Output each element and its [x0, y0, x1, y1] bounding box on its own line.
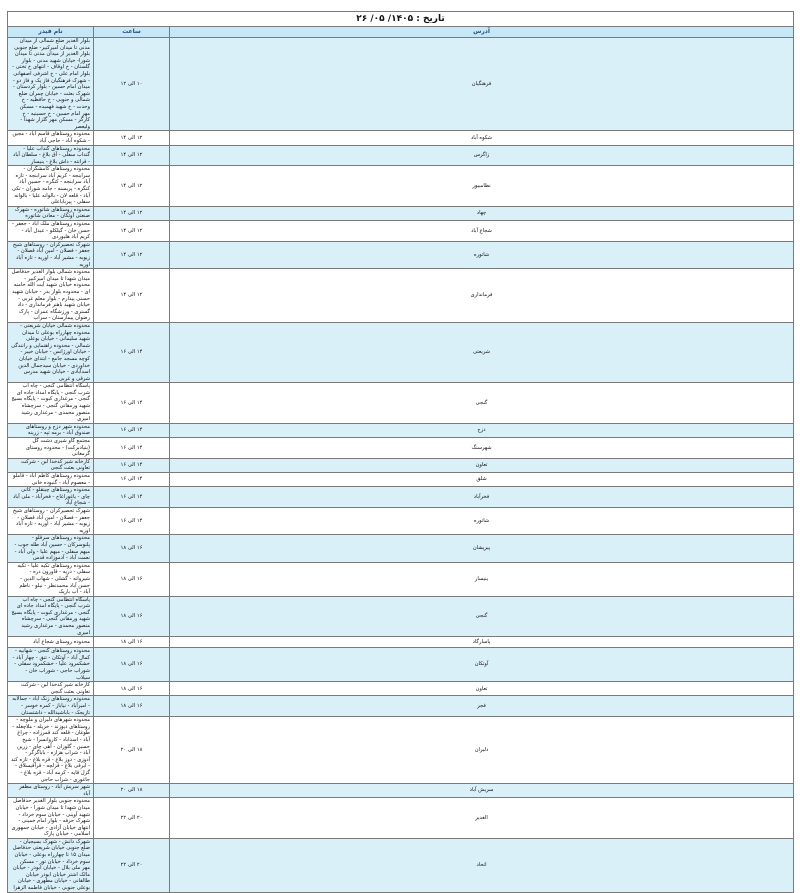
time-cell: ۱۴ الی ۱۶ — [94, 322, 170, 382]
feeder-name-cell: اتحاد — [170, 838, 794, 892]
address-cell: کارخانه شیر کدخدا لبن - شرکت تعاونی بعثت گنجی — [8, 682, 94, 696]
address-cell: محدوده روستاهای زنگ آباد - جمالابه - امیرآباد - نیاباز - کمره خوسر - تازیجک - باباشیدالله - داشتستان — [8, 696, 94, 717]
time-cell: ۱۴ الی ۱۶ — [94, 487, 170, 508]
feeder-name-cell: شجاع آباد — [170, 221, 794, 242]
table-row — [8, 682, 794, 696]
feeder-name-cell: شریعتی — [170, 322, 794, 382]
column-header-address: آدرس — [170, 27, 794, 38]
time-cell: ۱۶ الی ۱۸ — [94, 596, 170, 637]
table-row — [8, 166, 794, 207]
time-cell: ۱۲ الی ۱۴ — [94, 131, 170, 145]
time-cell: ۱۴ الی ۱۶ — [94, 473, 170, 487]
time-cell: ۱۶ الی ۱۸ — [94, 648, 170, 682]
feeder-name-cell: فرهنگیان — [170, 38, 794, 131]
table-row — [8, 717, 794, 784]
address-cell: محدوده روستای شجاع آباد — [8, 637, 94, 648]
column-header-feeder-name: نام فیدر — [8, 27, 94, 38]
address-cell: محدوده شهرهای دلیران و ملوچه - روستاهای دیوزند - خریله - ملاچغله - طوغان - قلعه کند قمرزاده - چراغ آباد - اسداباد - کاروانسرا - شیخ حسین - گلوزان - آهی چای - زرین آباد - شراب هزاره - باباگرگر - آدوزی - دوز بلاغ - قره بلاغ - تازه کند - ایرقی بلاغ - قزلچه - قراقیسلاق - گزل قایه - کرمه آباد - قره بلاغ - جاغوری - شراب حاجی — [8, 717, 94, 784]
feeder-name-cell: فجر — [170, 696, 794, 717]
time-cell: ۱۸ الی ۲۰ — [94, 784, 170, 798]
feeder-name-cell: دلیران — [170, 717, 794, 784]
feeder-name-cell: پاسارگاد — [170, 637, 794, 648]
time-cell: ۱۲ الی ۱۴ — [94, 206, 170, 220]
feeder-name-cell: نظامبیور — [170, 166, 794, 207]
time-cell: ۲۰ الی ۲۲ — [94, 798, 170, 839]
feeder-name-cell: تعاون — [170, 458, 794, 472]
time-cell: ۱۲ الی ۱۴ — [94, 241, 170, 268]
time-cell: ۱۲ الی ۱۴ — [94, 145, 170, 166]
time-cell: ۱۲ الی ۱۴ — [94, 166, 170, 207]
address-cell: شهرک دانش - شهرک بسیجیان - ضلع جنوبی خیابان شریعتی حدفاصل میدان ۱۵ تا چهارراه بوعلی - خیابان سوم خرداد - خیابان تور - مسکن مهر ملی بلال - خیابان ابوذر - خیابان مالک اشتر خیابان ابوذر خیابان طالقانی - خیابان مطهری - خیابان بوعلی جنوبی - خیابان فاطمه الزهرا — [8, 838, 94, 892]
feeder-name-cell: شاتوره — [170, 507, 794, 534]
time-cell: ۱۶ الی ۱۸ — [94, 637, 170, 648]
feeder-name-cell: گنجی — [170, 596, 794, 637]
feeder-name-cell: سریش آباد — [170, 784, 794, 798]
table-row — [8, 784, 794, 798]
table-row — [8, 473, 794, 487]
time-cell: ۱۴ الی ۱۶ — [94, 383, 170, 424]
address-cell: مجتمع گاو شیری دشت گل (بنیادبرکت) - محدوده روستای گرمغانی — [8, 438, 94, 459]
feeder-name-cell: الغدیر — [170, 798, 794, 839]
address-cell: محدوده شمالی بلوار الغدیر حدفاصل میدان شهدا تا میدان امیرکبیر - محدوده خیابان شهید آیت الله خامنه ای - محدوده بلوار بدر - خیابان شهید حسنی پیدارم - بلوار معلم غربی - خیابان شهید باهنر فرمانداری - داد گستری - ورزشگاه عمران - پارک رضوان پیمارستان - سراب — [8, 269, 94, 323]
time-cell: ۱۸ الی ۲۰ — [94, 717, 170, 784]
feeder-name-cell: شهرسنگ — [170, 438, 794, 459]
schedule-date-title: تاریخ : ۱۴۰۵/ ۰۵/ ۲۶ — [8, 12, 794, 27]
table-row — [8, 241, 794, 268]
feeder-name-cell: پیرپشان — [170, 535, 794, 562]
time-cell: ۱۶ الی ۱۸ — [94, 696, 170, 717]
feeder-name-cell: زاگرس — [170, 145, 794, 166]
table-row — [8, 648, 794, 682]
address-cell: شهر سریش آباد - روستای مظفر آباد — [8, 784, 94, 798]
table-row — [8, 458, 794, 472]
table-row — [8, 383, 794, 424]
schedule-rows — [8, 38, 794, 893]
table-row — [8, 206, 794, 220]
table-row — [8, 798, 794, 839]
time-cell: ۱۴ الی ۱۶ — [94, 438, 170, 459]
table-row — [8, 269, 794, 323]
table-row — [8, 131, 794, 145]
outage-schedule-table — [7, 11, 794, 893]
address-cell: شهرک تحصیرکران - روستاهای شیخ جعفر - فصلان - امین آباد قصلان - زیوبه - مشیر آباد - اوریه - تازه آباد اوریه — [8, 507, 94, 534]
table-row — [8, 221, 794, 242]
address-cell: محدوده جنوبی بلوار الغدیر حدفاصل میدان شهدا تا میدان شورا - خیابان شهید آوینی - خیابان سوم خرداد - شهرک حرفه - بلوار امام خمینی - انتهای خیابان آزادی - خیابان جمهوری اسلامی - خیابان پارک — [8, 798, 94, 839]
table-row — [8, 535, 794, 562]
table-row — [8, 596, 794, 637]
table-row — [8, 696, 794, 717]
feeder-name-cell: فرمانداری — [170, 269, 794, 323]
table-row — [8, 838, 794, 892]
feeder-name-cell: شکوه آباد — [170, 131, 794, 145]
address-cell: محدوده روستاهای کاظم آباد - قاملو - معصوم آباد - گنبوده خانی — [8, 473, 94, 487]
feeder-name-cell: دزج — [170, 423, 794, 437]
time-cell: ۱۴ الی ۱۶ — [94, 507, 170, 534]
time-cell: ۱۴ الی ۱۶ — [94, 458, 170, 472]
feeder-name-cell: شلق — [170, 473, 794, 487]
feeder-name-cell: فخرآباد — [170, 487, 794, 508]
time-cell: ۱۴ الی ۱۶ — [94, 423, 170, 437]
time-cell: ۱۶ الی ۱۸ — [94, 535, 170, 562]
address-cell: محدوده شمالی خیابان شریعتی - محدوده چهارراه بوعلی تا میدان شهید سلیمانی - خیابان بوعلی شمالی - محدوده راهنمایی و رانندگی - خیابان اورژانس - خیابان خیبر - کوچه مسجد جامع - ابتدای خیابان خداوردی - خیابان سیدجمال الدین اسدآبادی - خیابان شهید مدرس شرقی و غربی — [8, 322, 94, 382]
address-cell: شهرک تحصیرکران - روستاهای شیخ جعفر - فصلان - امین آباد قصلان - زیوبه - مشیر آباد - اوریه - تازه آباد اوریه — [8, 241, 94, 268]
table-row — [8, 438, 794, 459]
address-cell: محدوده روستاهای شاتوره - شهرک صنعتی آوتکان - معادن شاتوره — [8, 206, 94, 220]
feeder-name-cell: آوتکان — [170, 648, 794, 682]
address-cell: محدوده روستاهای گندآب علیا - گنداب سفلی - آق بلاغ - سلطان آباد - قرانته - داش بلاغ - ینیسار — [8, 145, 94, 166]
feeder-name-cell: گنجی — [170, 383, 794, 424]
schedule-container — [7, 11, 793, 893]
column-header-time: ساعت — [94, 27, 170, 38]
address-cell: محدوده روستاهای تکیه علیا - تکیه سفلی - دریه - قاورون دره - شیروانه - گشلی - شهاب الدین - حسن آباد محمدنظر - نیلو - ناظم آباد - آب باریک — [8, 562, 94, 596]
table-row — [8, 38, 794, 131]
address-cell: محدوده روستاهای چینقلو - کانی چای - یاغوراغاج - فخرآباد - ملی آباد - شجاع آباد — [8, 487, 94, 508]
address-cell: محدوده روستاهای گنجی - شهابیه - کمال آباد - آوتکان - تنق - چهار آباد - خشکمرود علیا - خشکمرود سفلی - شوراب حاجی - شوراب خان - سیلاب — [8, 648, 94, 682]
address-cell: محدوده روستاهای کامشگران - سرابنجه - کریم آباد سرابنجه - تازه آباد سرابنجه - کنگره - حسین آباد کنگره - پریسنه - جامه شوران - تکی آباد - قلعه لان - بالوانه علیا - بالوانه سفلی - پیرباباعلی — [8, 166, 94, 207]
table-row — [8, 507, 794, 534]
feeder-name-cell: ینیسار — [170, 562, 794, 596]
table-row — [8, 322, 794, 382]
address-cell: محدوده شهر دزج و روستاهای صندوق آباد - برمه تپه - زرینه — [8, 423, 94, 437]
address-cell: پاسگاه انتظامی گنجی - چاه آب شرب گنجی - پایگاه امداد جاده ای گنجی - مرغداری کبوت - پایگاه بسیج شهید ورمقانی گنجی - سرچشاه منصور محمدی - مرغداری رشید امیری — [8, 596, 94, 637]
time-cell: ۱۶ الی ۱۸ — [94, 682, 170, 696]
feeder-name-cell: شاتوره — [170, 241, 794, 268]
address-cell: محدوده روستاهای سرقلو - پلنوسرکان - حسین آباد طله جوب - میهم سفلی - میهم علیا - ولی آباد - نعمت آباد - آدموزاده قدس — [8, 535, 94, 562]
time-cell: ۱۰ الی ۱۲ — [94, 38, 170, 131]
time-cell: ۱۲ الی ۱۴ — [94, 221, 170, 242]
table-row — [8, 423, 794, 437]
address-cell: پاسگاه انتظامی گنجی - چاه آب شرب گنجی - پایگاه امداد جاده ای گنجی - مرغداری کبوت - پایگاه بسیج شهید ورمقانی گنجی - سرچشاه منصور محمدی - مرغداری رشید امیری — [8, 383, 94, 424]
time-cell: ۲۰ الی ۲۲ — [94, 838, 170, 892]
address-cell: بلوار الغدیر ضلع شمالی از میدان مدنی تا میدان امیرکبیر- ضلع جنوبی بلوار الغدیر از میدان مدنی تا میدان شورا- خیابان شهید مدنی - بلوار گلستان - خ اوقاف - انتهای خ تختی - بلوار امام علی - خ اشرفی اصفهانی - شهرک فرهنگیان فاز یک و فاز دو - میدان امام حسین - بلوار کردستان - شهرک بعثت - خیابان چمران ضلع شمالی و جنوبی - خ حافظیه - خ وحدت - خ شهید فهمیده - مسکن مهر امام حسین - خ حسینیه - خ کارگر - مسکن مهر گلزار شهدا - ولیعصر — [8, 38, 94, 131]
table-row — [8, 637, 794, 648]
feeder-name-cell: تعاون — [170, 682, 794, 696]
feeder-name-cell: چهاد — [170, 206, 794, 220]
table-row — [8, 562, 794, 596]
table-row — [8, 487, 794, 508]
table-row — [8, 145, 794, 166]
time-cell: ۱۲ الی ۱۴ — [94, 269, 170, 323]
address-cell: کارخانه شیر کدخدا لبن - شرکت تعاونی بعثت گنجی — [8, 458, 94, 472]
time-cell: ۱۶ الی ۱۸ — [94, 562, 170, 596]
address-cell: محدوده روستاهای قاسم آباد - مجین - شکوه آباد - حاجی آباد — [8, 131, 94, 145]
address-cell: محدوده روستاهای ملک آباد - جعفر - حسن خان - گیلکلو - عبدل آباد - کریم آباد هلیوردی — [8, 221, 94, 242]
